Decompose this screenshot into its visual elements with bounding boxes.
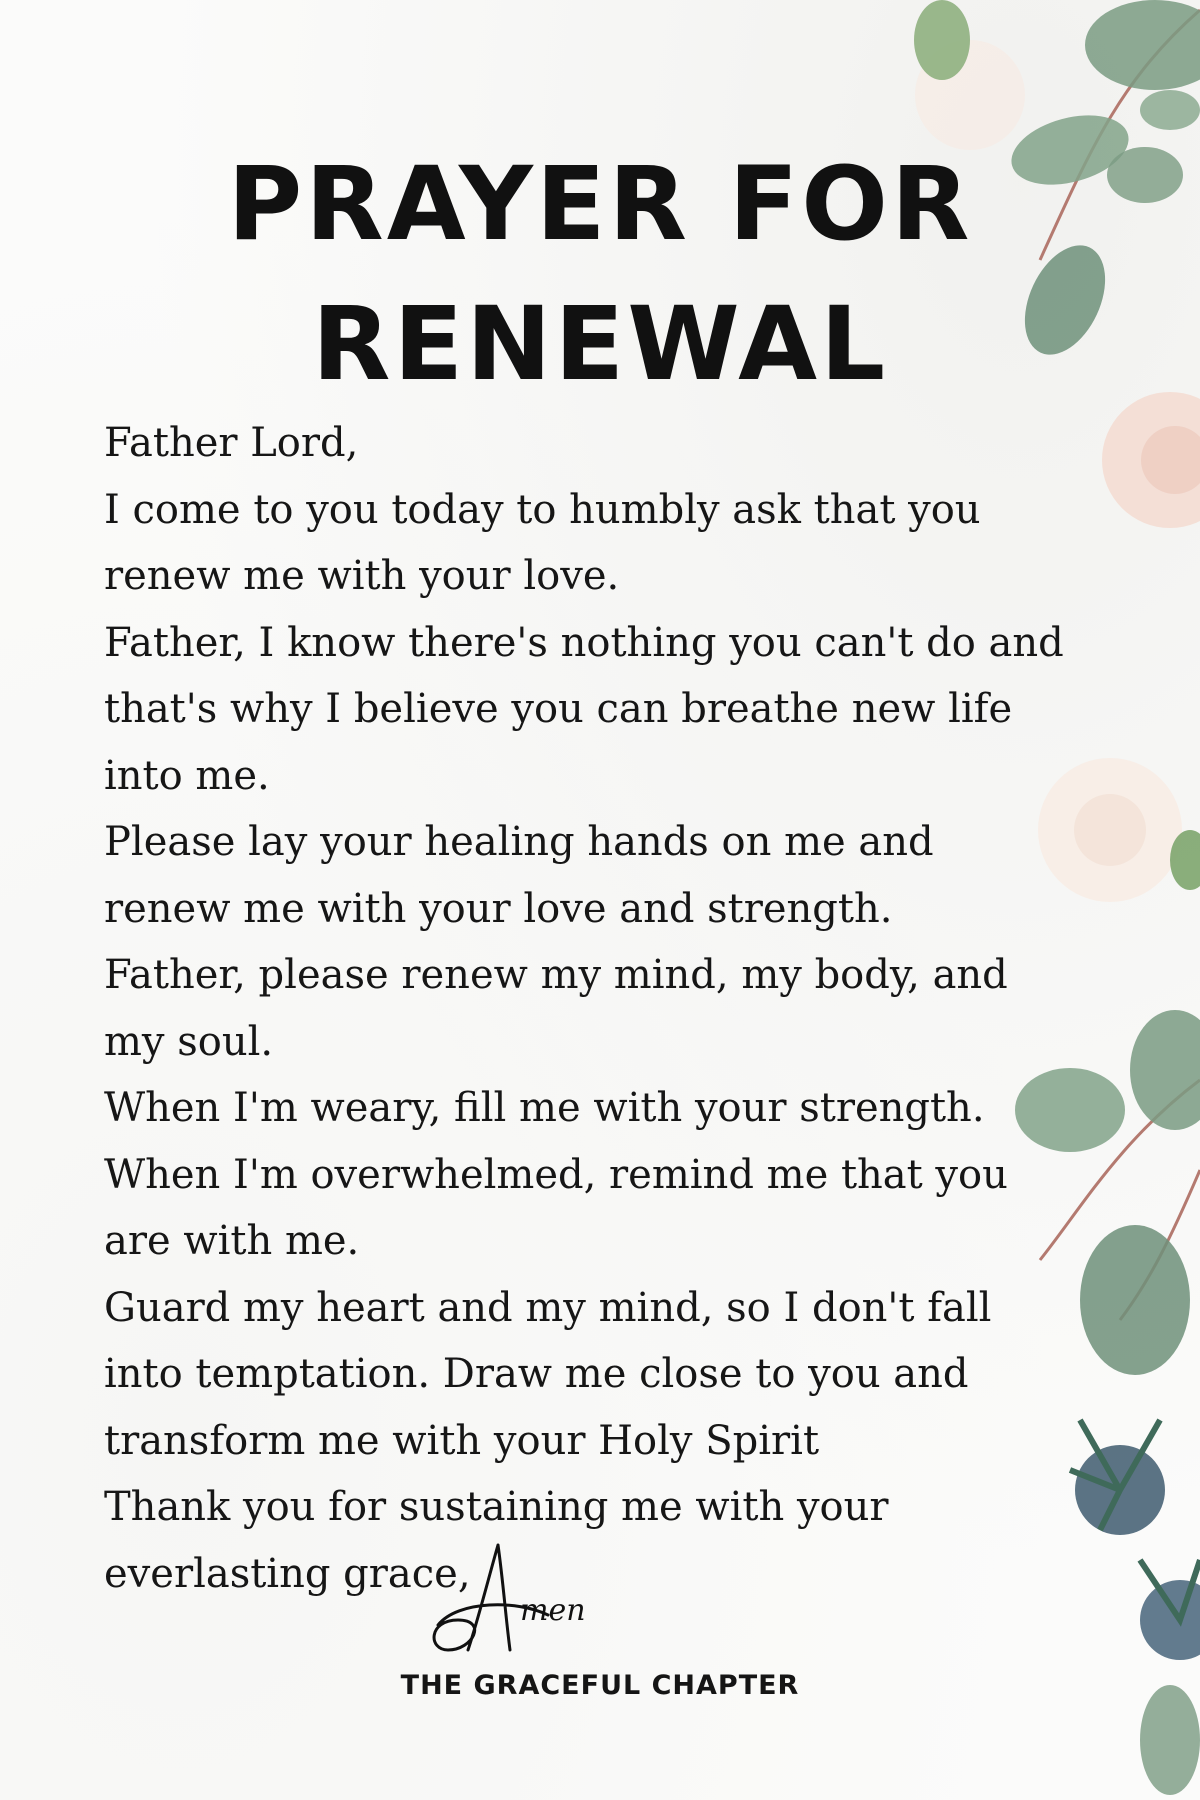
prayer-line: Guard my heart and my mind, so I don't fall bbox=[104, 1284, 992, 1331]
prayer-line: my soul. bbox=[104, 1018, 274, 1065]
svg-text:men: men bbox=[520, 1593, 586, 1628]
prayer-line: into me. bbox=[104, 752, 270, 799]
title-line-2: RENEWAL bbox=[311, 285, 889, 404]
prayer-line: renew me with your love. bbox=[104, 553, 620, 599]
prayer-text bbox=[104, 410, 1104, 1607]
prayer-line: Father, I know there's nothing you can't do and bbox=[104, 619, 1064, 666]
eucalyptus-leaf bbox=[1140, 90, 1200, 130]
prayer-line: everlasting grace, bbox=[104, 1550, 471, 1597]
eucalyptus-leaf bbox=[1085, 0, 1200, 90]
eucalyptus-leaf bbox=[1140, 1685, 1200, 1795]
prayer-line: into temptation. Draw me close to you and bbox=[104, 1351, 969, 1397]
eucalyptus-leaf bbox=[1130, 1010, 1200, 1130]
prayer-line: transform me with your Holy Spirit bbox=[104, 1417, 820, 1464]
prayer-line: renew me with your love and strength. bbox=[104, 885, 893, 932]
flower-bud bbox=[914, 0, 970, 80]
prayer-line: that's why I believe you can breathe new life bbox=[104, 686, 1013, 732]
footer-brand: THE GRACEFUL CHAPTER bbox=[400, 1670, 800, 1701]
amen-signature bbox=[428, 1540, 628, 1660]
page-title bbox=[0, 135, 1200, 415]
prayer-line: Please lay your healing hands on me and bbox=[104, 819, 934, 865]
prayer-line: are with me. bbox=[104, 1218, 360, 1264]
prayer-line: I come to you today to humbly ask that you bbox=[104, 486, 981, 533]
prayer-line: When I'm overwhelmed, remind me that you bbox=[104, 1151, 1008, 1198]
prayer-line: When I'm weary, fill me with your strength. bbox=[104, 1085, 985, 1131]
prayer-line: Thank you for sustaining me with your bbox=[104, 1484, 889, 1530]
title-line-1: PRAYER FOR bbox=[227, 145, 973, 264]
prayer-line: Father Lord, bbox=[104, 420, 359, 466]
prayer-line: Father, please renew my mind, my body, and bbox=[104, 952, 1008, 998]
